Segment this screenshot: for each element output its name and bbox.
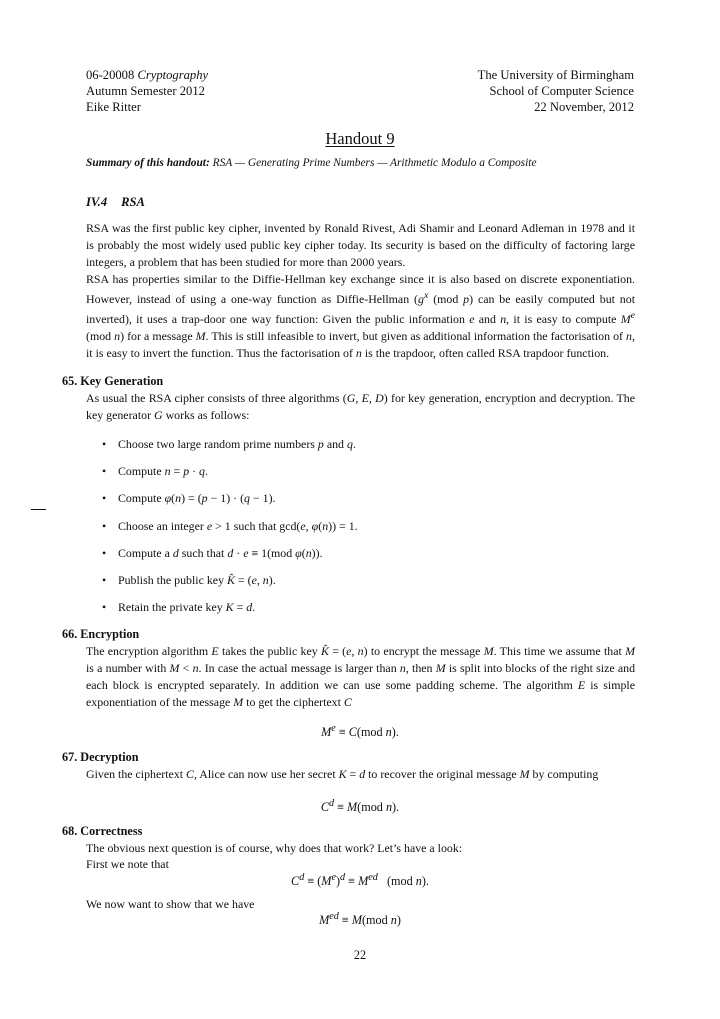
item-66-heading: 66. Encryption (62, 627, 140, 641)
list-item: • Compute n = p · q. (102, 463, 358, 490)
item-68-line-1: The obvious next question is of course, why does that work? Let’s have a look: (86, 841, 463, 855)
list-item: • Compute a d such that d · e ≡ 1(mod φ(n)). (102, 545, 358, 572)
page-title: Handout 9 (325, 129, 395, 148)
author: Eike Ritter (86, 100, 141, 115)
page-number: 22 (353, 948, 367, 962)
margin-mark (31, 509, 46, 510)
equation-decryption: $C^d \equiv M(mod$ n). (320, 798, 400, 815)
list-item: • Choose an integer e > 1 such that gcd(e, φ(n)) = 1. (102, 518, 358, 545)
semester: Autumn Semester 2012 (86, 84, 205, 99)
section-heading: IV.4 RSA (86, 195, 145, 209)
item-68-line-2: First we note that (86, 857, 169, 871)
school: School of Computer Science (489, 84, 634, 99)
list-item: • Compute φ(n) = (p − 1) · (q − 1). (102, 490, 358, 517)
item-66-text: The encryption algorithm E takes the public key K̂ = (e, n) to encrypt the message M. This time we assume that M is a number with M < n. In case the actual message is larger than n, then M is split into blocks of the right size and each block is encrypted separately. In addition we can use some padding scheme. The algorithm E is simple exponentiation of the message M to get the ciphertext C (86, 644, 636, 709)
header-left (86, 67, 208, 116)
equation-encryption: $M^e \equiv C(mod$ n). (321, 723, 399, 740)
item-65-heading: 65. Key Generation (62, 374, 164, 388)
item-67-heading: 67. Decryption (62, 750, 139, 764)
course-line: 06-20008 Cryptography (86, 68, 209, 82)
equation-correctness-2: $M^{ed} \equiv M(mod$ n) (319, 911, 401, 928)
university: The University of Birmingham (477, 68, 634, 82)
list-item: • Retain the private key K = d. (102, 599, 358, 626)
header-right (478, 67, 634, 116)
item-67-text: Given the ciphertext C, Alice can now use her secret K = d to recover the original message M by computing (86, 767, 599, 781)
list-item: • Publish the public key K̂ = (e, n). (102, 572, 358, 599)
item-68-line-3: We now want to show that we have (86, 897, 255, 911)
key-generation-list (102, 436, 358, 626)
list-item: • Choose two large random prime numbers p and q. (102, 436, 358, 463)
intro-paragraph-2: RSA has properties similar to the Diffie-Hellman key exchange since it is also based on discrete exponentiation. However, instead of using a one-way function as Diffie-Hellman ($g^x$ (mod p) can be easily computed but not inverted), it uses a trap-door one way function: Given the public information e and n, it is easy to compute Me (mod n) for a message M. This is still infeasible to invert, but given as additional information the factorisation of n, it is easy to invert the function. Thus the factorisation of n is the trapdoor, often called RSA trapdoor function. (86, 272, 635, 360)
summary: Summary of this handout: RSA — Generating Prime Numbers — Arithmetic Modulo a Composite (86, 157, 537, 169)
date: 22 November, 2012 (534, 100, 634, 115)
intro-paragraph-1: RSA was the first public key cipher, invented by Ronald Rivest, Adi Shamir and Leonard Adleman in 1978 and it is probably the most widely used public key cipher today. Its security is based on the difficulty of factoring large integers, a problem that has been studied for more than 2000 years. (86, 221, 635, 269)
item-65-text: As usual the RSA cipher consists of three algorithms (G, E, D) for key generation, encryption and decryption. The key generator G works as follows: (86, 391, 636, 422)
equation-correctness-1: $C^d \equiv (M^e)^d \equiv M^{ed}$ (mod n). (291, 872, 429, 889)
item-68-heading: 68. Correctness (62, 824, 143, 838)
